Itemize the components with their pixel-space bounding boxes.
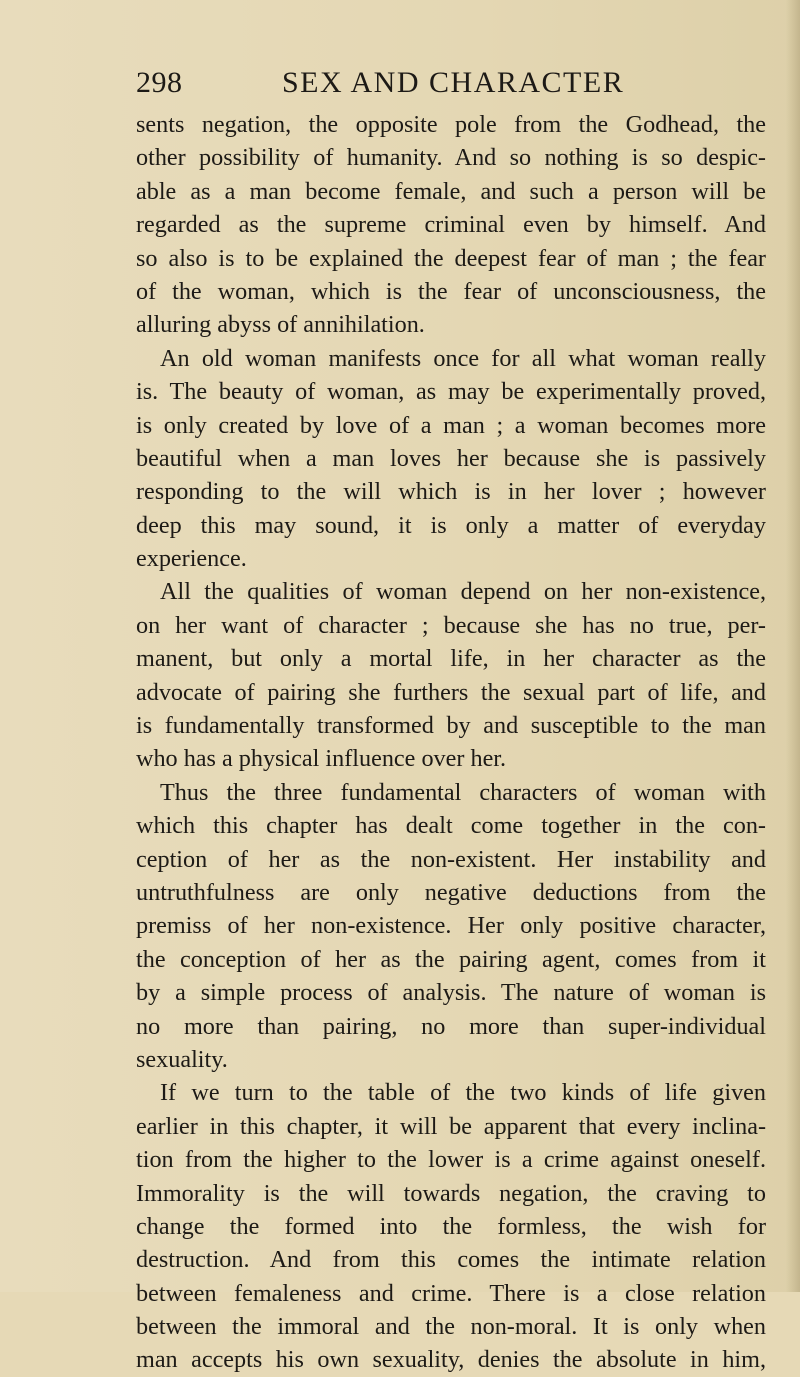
text-line: other possibility of humanity. And so nothing is so despic- [136, 144, 766, 172]
text-line: If we turn to the table of the two kinds of life given [160, 1079, 766, 1107]
text-line: is only created by love of a man ; a woman becomes more [136, 411, 766, 439]
text-line: able as a man become female, and such a person will be [136, 177, 766, 205]
text-line: Thus the three fundamental characters of woman with [160, 778, 766, 806]
text-line: earlier in this chapter, it will be apparent that every inclina- [136, 1112, 766, 1140]
page-number: 298 [136, 66, 183, 99]
text-line: untruthfulness are only negative deductions from the [136, 878, 766, 906]
text-line: beautiful when a man loves her because she is passively [136, 444, 766, 472]
text-line: man accepts his own sexuality, denies the absolute in him, [136, 1346, 766, 1374]
text-line: the conception of her as the pairing agent, comes from it [136, 945, 766, 973]
text-line: of the woman, which is the fear of unconsciousness, the [136, 277, 766, 305]
text-line: sexuality. [136, 1045, 228, 1073]
text-line: regarded as the supreme criminal even by himself. And [136, 211, 766, 239]
text-line: destruction. And from this comes the intimate relation [136, 1246, 766, 1274]
text-line: is fundamentally transformed by and susceptible to the man [136, 712, 766, 740]
text-line: by a simple process of analysis. The nature of woman is [136, 979, 766, 1007]
text-line: alluring abyss of annihilation. [136, 311, 425, 339]
text-line: manent, but only a mortal life, in her character as the [136, 645, 766, 673]
text-line: Immorality is the will towards negation, the craving to [136, 1179, 766, 1207]
text-line: no more than pairing, no more than super-individual [136, 1012, 766, 1040]
text-line: experience. [136, 545, 247, 573]
text-line: sents negation, the opposite pole from the Godhead, the [136, 111, 766, 138]
text-line: is. The beauty of woman, as may be experimentally proved, [136, 378, 766, 406]
text-line: so also is to be explained the deepest fear of man ; the fear [136, 244, 766, 272]
running-head [136, 66, 756, 106]
text-line: on her want of character ; because she has no true, per- [136, 611, 766, 639]
text-line: tion from the higher to the lower is a crime against oneself. [136, 1146, 766, 1174]
body-text [136, 108, 766, 1377]
page-edge-shadow [786, 0, 800, 1292]
running-head-title: SEX AND CHARACTER [282, 66, 625, 99]
text-line: responding to the will which is in her lover ; however [136, 478, 766, 506]
text-line: ception of her as the non-existent. Her instability and [136, 845, 766, 873]
text-line: who has a physical influence over her. [136, 745, 507, 773]
text-line: between the immoral and the non-moral. It is only when [136, 1313, 766, 1341]
text-line: deep this may sound, it is only a matter of everyday [136, 511, 766, 539]
text-line: premiss of her non-existence. Her only positive character, [136, 912, 766, 940]
text-line: change the formed into the formless, the wish for [136, 1212, 766, 1240]
text-line: which this chapter has dealt come together in the con- [136, 812, 766, 840]
text-line: All the qualities of woman depend on her non-existence, [160, 578, 766, 606]
text-line: An old woman manifests once for all what woman really [160, 344, 766, 372]
text-line: advocate of pairing she furthers the sexual part of life, and [136, 678, 766, 706]
text-line: between femaleness and crime. There is a close relation [136, 1279, 766, 1307]
